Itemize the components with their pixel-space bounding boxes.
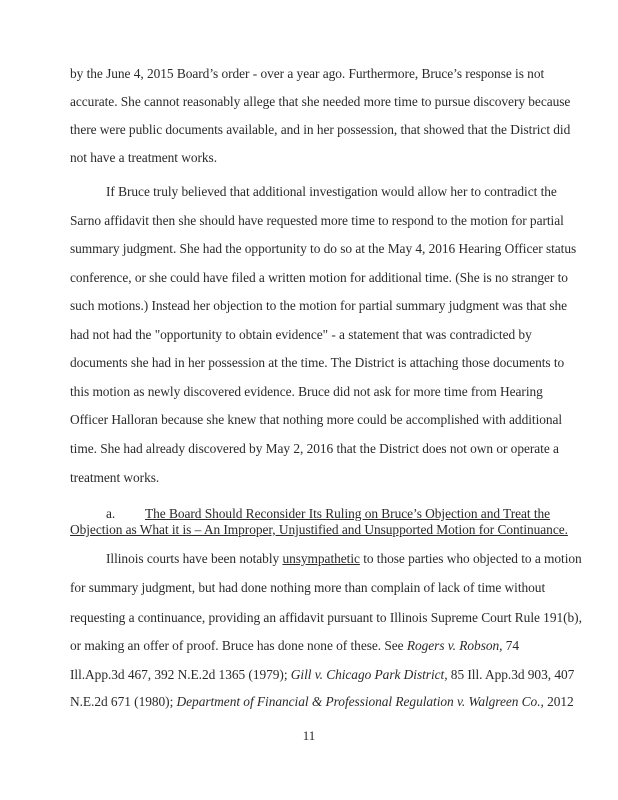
para1-line-2: accurate. She cannot reasonably allege that she needed more time to pursue discovery because [70, 94, 571, 109]
para3-line-2: for summary judgment, but had done nothing more than complain of lack of time without [70, 580, 546, 595]
para3-line-1: Illinois courts have been notably unsympathetic to those parties who objected to a motion [106, 551, 582, 566]
para2-line-7: documents she had in her possession at the time. The District is attaching those documents to [70, 355, 565, 370]
case-citation: Rogers v. Robson, [406, 638, 503, 653]
para2-line-10: time. She had already discovered by May 2, 2016 that the District does not own or operate a [70, 441, 559, 456]
para2-line-3: summary judgment. She had the opportunity to do so at the May 4, 2016 Hearing Officer status [70, 241, 577, 256]
para2-line-11: treatment works. [70, 470, 160, 485]
para2-line-5: such motions.) Instead her objection to the motion for partial summary judgment was that she [70, 298, 568, 313]
para3-line-3: requesting a continuance, providing an affidavit pursuant to Illinois Supreme Court Rule 191(b), [70, 610, 582, 625]
para1-line-1: by the June 4, 2015 Board’s order - over a year ago. Furthermore, Bruce’s response is not [70, 66, 545, 81]
para2-line-4: conference, or she could have filed a written motion for additional time. (She is no stranger to [70, 270, 568, 285]
heading-line-2: Objection as What it is – An Improper, Unjustified and Unsupported Motion for Continuance. [70, 522, 568, 537]
para2-line-2: Sarno affidavit then she should have requested more time to respond to the motion for partial [70, 213, 564, 228]
para1-line-3: there were public documents available, and in her possession, that showed that the District did [70, 122, 571, 137]
para2-line-9: Officer Halloran because she knew that nothing more could be accomplished with additional [70, 412, 563, 427]
case-citation: Department of Financial & Professional Regulation v. Walgreen Co., [176, 694, 544, 709]
para2-line-8: this motion as newly discovered evidence. Bruce did not ask for more time from Hearing [70, 384, 543, 399]
underlined-term: unsympathetic [282, 551, 360, 566]
para2-line-6: had not had the "opportunity to obtain evidence" - a statement that was contradicted by [70, 327, 532, 342]
para3-line-5: Ill.App.3d 467, 392 N.E.2d 1365 (1979); Gill v. Chicago Park District, 85 Ill. App.3d 903, 407 [70, 667, 575, 682]
para3-line-6: N.E.2d 671 (1980); Department of Financial & Professional Regulation v. Walgreen Co., 2012 [70, 694, 574, 709]
heading-label: a. [106, 506, 116, 521]
para1-line-4: not have a treatment works. [70, 150, 218, 165]
para2-line-1: If Bruce truly believed that additional investigation would allow her to contradict the [106, 184, 557, 199]
para3-line-4: or making an offer of proof. Bruce has done none of these. See Rogers v. Robson, 74 [70, 638, 520, 653]
page-number: 11 [302, 728, 316, 743]
heading-line-1: The Board Should Reconsider Its Ruling on Bruce’s Objection and Treat the [145, 506, 551, 521]
case-citation: Gill v. Chicago Park District, [290, 667, 448, 682]
